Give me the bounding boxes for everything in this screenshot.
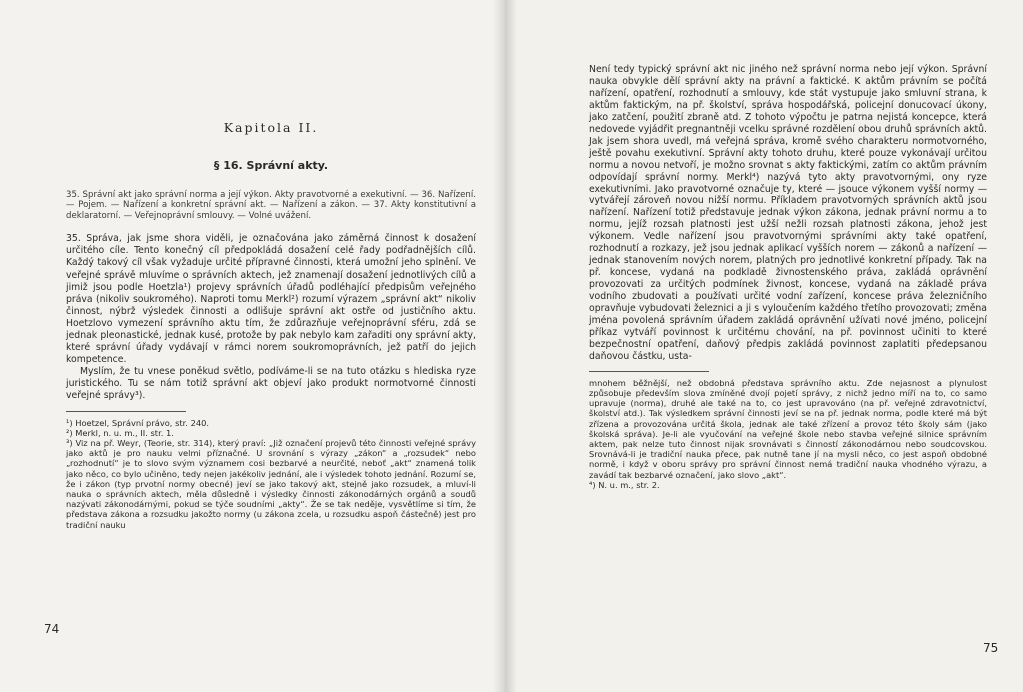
footnotes: [66, 418, 476, 530]
footnote: ⁴) N. u. m., str. 2.: [589, 479, 660, 490]
footnote: ³) Viz na př. Weyr, (Teorie, str. 314), který praví: „Již označení projevů této činnosti veřejné správy jako aktů je pro nauku velmi příznačné. U srovnání s výrazy „zákon“ a „rozsudek“ nebo „rozhodnutí“ je to slovo svým významem cosi bezbarvé a neurčité, neboť „akt“ znamená tolik jako něco, co bylo učiněno, tedy nejen jakékoliv jednání, ale i výsledek tohoto jednání. Rozumí se, že i zákon (typ prvotní normy obecné) jeví se jako takový akt, stejně jako rozsudek, a mluví-li nauka o správních aktech, měla důsledně i výsledky činnosti zákonodárných orgánů a soudů nazývati zákonodárnými, pokud se týče soudními „akty“. Že se tak neděje, vysvětlíme si tím, že představa zákona a rozsudku jakožto normy (u zákona zcela, u rozsudku aspoň částečně) jest pro tradiční nauku: [66, 437, 476, 530]
footnote-rule: [589, 371, 709, 372]
chapter-heading: Kapitola II.: [223, 120, 319, 135]
footnotes: [589, 378, 987, 490]
book-gutter: [493, 0, 517, 692]
left-page: [0, 0, 505, 692]
footnote: ¹) Hoetzel, Správní právo, str. 240.: [66, 417, 210, 428]
page-number: 74: [44, 622, 60, 636]
right-column: [589, 64, 987, 490]
right-page: [505, 0, 1023, 692]
footnote-rule: [66, 411, 186, 412]
body-paragraph: Není tedy typický správní akt nic jiného než správní norma nebo její výkon. Správní nauka obvykle dělí správní akty na právní a faktické. K aktům právním se počítá nařízení, opatření, rozhodnutí a smlouvy, kde stát vystupuje jako smluvní strana, k aktům faktickým, na př. školství, správa hospodářská, policejní donucovací úkony, jako zatčení, použití zbraně atd. Z tohoto výpočtu je patrna nejistá koncepce, která nedovede vyjádřit pregnantněji vcelku správné rozdělení obou druhů správních aktů. Jak jsem shora uvedl, má veřejná správa, kromě svého charakteru normotvorného, ještě povahu exekutivní. Správní akty tohoto druhu, které pouze vykonávají určitou normu a novou netvoří, je možno srovnat s akty faktickými, zatím co aktům právním odpovídají správní normy. Merkl⁴) nazývá tyto akty pravotvornými, ony ryze exekutivními. Jako pravotvorné označuje ty, které — jsouce výkonem vyšší normy — vytvářejí zároveň novou nižší normu. Příkladem pravotvorných správních aktů jsou nařízení. Nařízení totiž představuje jednak výkon zákona, jednak právní normu a to normu, jejíž rozsah platnosti jest užší nežli rozsah platnosti zákona, jehož jest výkonem. Vedle nařízení jsou pravotvornými správními akty také opatření, rozhodnutí a rozkazy, jež jsou jednak aplikací vyšších norem — zákonů a nařízení — jednak stanovením nových norem, platných pro jednotlivé konkretní případy. Tak na př. koncese, vydaná na podkladě živnostenského práva, zakládá oprávnění provozovati za určitých podmínek živnost, koncese, vydaná na základě práva vodního zbudovati a používati určité vodní zařízení, koncese práva železničního opravňuje vybudovati železnici a ji s vyloučením každého třetího provozovati; změna jména povolená správním úřadem zakládá oprávnění užívati nové jméno, policejní příkaz vytváří povinnost k určitému chování, na př. povinnost učiniti to které bezpečnostní opatření, daňový předpis zakládá povinnost zaplatiti předepsanou daňovou částku, usta-: [589, 64, 987, 362]
section-title: § 16. Správní akty.: [213, 159, 329, 172]
body-paragraph: Myslím, že tu vnese poněkud světlo, podíváme-li se na tuto otázku s hlediska ryze juristického. Tu se nám totiž správní akt objeví jako produkt normotvorné činnosti veřejné správy³).: [66, 366, 476, 402]
left-column: [66, 40, 476, 530]
body-paragraph: 35. Správa, jak jsme shora viděli, je označována jako záměrná činnost k dosažení určitého cíle. Tento konečný cíl předpokládá dosažení celé řady podřadnějších cílů. Každý takový cíl však vyžaduje určité přípravné činnosti, která umožní jeho splnění. Ve veřejné správě mluvíme o správních aktech, jež znamenají dosažení jednotlivých cílů a jimiž jsou podle Hoetzla¹) projevy správních úřadů podléhající předpisům veřejného práva (nikoliv soukromého). Naproti tomu Merkl²) rozumí výrazem „správní akt“ nikoliv činnost, nýbrž výsledek činnosti a odlišuje správní akt ostře od justičního aktu. Hoetzlovo vymezení správního aktu tím, že zdůrazňuje veřejnoprávní sféru, zdá se jednak pleonastické, jednak kusé, protože by pak nebylo kam zařaditi ony správní akty, které správní úřady vydávají v rámci norem soukromoprávních, jež patří do jejich kompetence.: [66, 233, 476, 366]
footnote: ²) Merkl, n. u. m., II. str. 1.: [66, 427, 174, 438]
footnote: mnohem běžnější, než obdobná představa správního aktu. Zde nejasnost a plynulost způsobuje především slova zmíněné dvojí pojetí správy, z nichž jedno míří na to, co samo upravuje (norma), druhé ale také na to, co jest upravováno (na př. veřejné zdravotnictví, školství atd.). Tak výsledkem správní činnosti jeví se na př. jednak norma, podle které má být zřízena a provozována určitá škola, jednak ale také zřízení a provoz této školy sám (jako školská správa). Je-li ale vyučování na veřejné škole nebo stavba veřejné silnice správním aktem, pak nelze tuto činnost nijak srovnávati s činností zákonodárnou nebo soudcovskou. Srovnává-li je tradiční nauka přece, pak nutně tane jí na mysli něco, co jest aspoň obdobné normě, i když v oboru správy pro správní činnost nemá tradiční nauka vhodného výrazu, a zavádí tak bezbarvé označení, jako slovo „akt“.: [589, 377, 987, 480]
section-summary: 35. Správní akt jako správní norma a její výkon. Akty pravotvorné a exekutivní. — 36. Nařízení. — Pojem. — Nařízení a konkretní správní akt. — Nařízení a zákon. — 37. Akty konstitutivní a deklaratorní. — Veřejnoprávní smlouvy. — Volné uvážení.: [66, 190, 476, 221]
page-number: 75: [983, 641, 999, 655]
